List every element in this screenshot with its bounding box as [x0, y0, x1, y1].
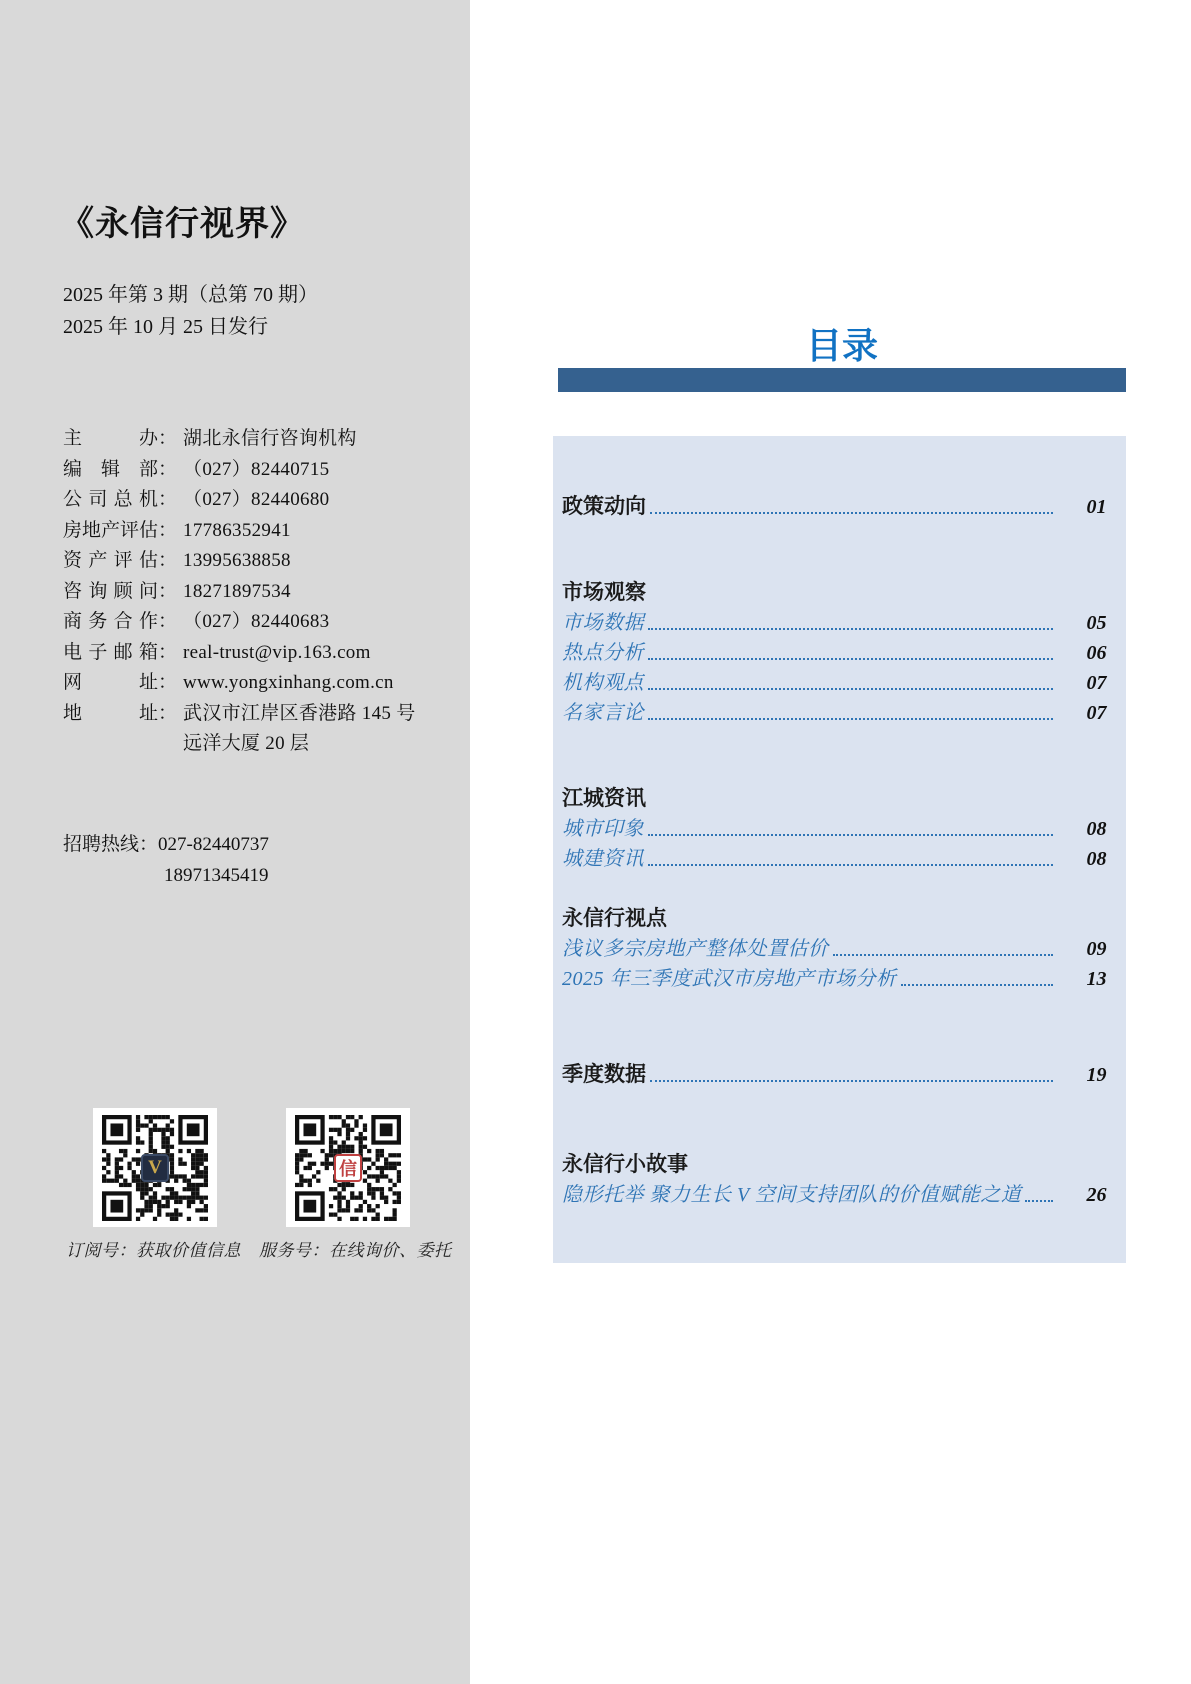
toc-entry-title: 机构观点 [562, 672, 644, 694]
contact-colon: ： [158, 702, 178, 724]
toc-section [553, 904, 1126, 994]
toc-entry [553, 608, 1126, 638]
toc-entry-title: 浅议多宗房地产整体处置估价 [562, 938, 829, 960]
toc-page-number: 08 [1086, 818, 1107, 840]
toc-dot-leader [1025, 1180, 1053, 1202]
toc-divider-bar [558, 368, 1126, 392]
contact-label: 编辑部 [63, 458, 158, 480]
contact-colon: ： [158, 550, 178, 571]
contact-label: 商务合作 [63, 611, 158, 632]
contact-row [63, 668, 453, 699]
contact-row [63, 729, 453, 760]
contact-row [63, 699, 453, 730]
contact-row [63, 424, 453, 455]
contact-value: www.yongxinhang.com.cn [183, 672, 394, 693]
toc-page-number: 06 [1086, 642, 1107, 664]
toc-entry [553, 934, 1126, 964]
toc-entry-title: 季度数据 [562, 1063, 646, 1086]
contact-colon: ： [158, 641, 178, 663]
toc-page-number: 08 [1086, 848, 1107, 870]
toc-entry [553, 492, 1126, 522]
contact-label: 电子邮箱 [63, 641, 158, 663]
toc-entry-title: 市场数据 [562, 612, 644, 634]
toc-section [553, 784, 1126, 874]
contact-row [63, 485, 453, 516]
toc-title: 目录 [805, 325, 878, 366]
toc-panel [553, 436, 1126, 1263]
recruit-label: 招聘热线： [63, 834, 159, 855]
contact-value: 17786352941 [183, 519, 291, 541]
toc-entry [553, 1060, 1126, 1090]
contact-value: 湖北永信行咨询机构 [183, 428, 357, 449]
contact-colon: ： [158, 458, 178, 480]
issue-number: 2025 年第 3 期（总第 70 期） [63, 284, 318, 306]
recruit-phone1: 027-82440737 [158, 834, 269, 855]
subscription-qr-code [93, 1108, 217, 1227]
toc-dot-leader [648, 844, 1053, 866]
toc-dot-leader [650, 492, 1053, 514]
contact-label: 地址 [63, 702, 158, 724]
toc-section-header: 永信行视点 [562, 907, 667, 930]
toc-entry [553, 844, 1126, 874]
contact-label: 房地产评估 [63, 519, 159, 541]
contact-info-list [63, 424, 453, 760]
contact-label: 资产评估 [63, 550, 158, 571]
contact-colon: ： [158, 519, 178, 541]
toc-dot-leader [901, 964, 1054, 986]
toc-page-number: 09 [1086, 938, 1107, 960]
contact-label: 咨询顾问 [63, 580, 158, 602]
service-qr-code [286, 1108, 410, 1227]
masthead-sidebar [0, 0, 470, 1684]
toc-page-number: 19 [1086, 1064, 1107, 1086]
toc-entry-title: 城市印象 [562, 818, 644, 840]
contact-value: （027）82440715 [183, 458, 330, 480]
contact-label: 网址 [63, 672, 158, 693]
toc-section-header: 江城资讯 [562, 787, 646, 810]
toc-page-number: 05 [1086, 612, 1107, 634]
toc-entry-title: 政策动向 [562, 495, 646, 518]
toc-page-number: 07 [1086, 702, 1107, 724]
toc-entry-title: 热点分析 [562, 642, 644, 664]
qr-captions [66, 1236, 466, 1261]
toc-dot-leader [833, 934, 1054, 956]
issue-date: 2025 年 10 月 25 日发行 [63, 316, 268, 338]
contact-value: real-trust@vip.163.com [183, 641, 371, 663]
toc-dot-leader [648, 698, 1053, 720]
toc-entry-title: 城建资讯 [562, 848, 644, 870]
toc-section-header: 永信行小故事 [562, 1153, 688, 1176]
toc-entry [553, 964, 1126, 994]
toc-entry [553, 814, 1126, 844]
contact-label: 公司总机 [63, 489, 158, 510]
toc-entry [553, 668, 1126, 698]
service-caption: 服务号：在线询价、委托 [259, 1241, 452, 1260]
contact-value: 远洋大厦 20 层 [183, 733, 310, 754]
contact-colon: ： [158, 489, 178, 510]
toc-section-header: 市场观察 [562, 581, 646, 604]
toc-entry-title: 2025 年三季度武汉市房地产市场分析 [562, 968, 897, 990]
toc-entry [553, 1180, 1126, 1210]
contact-row [63, 516, 453, 547]
toc-page-number: 01 [1086, 496, 1107, 518]
contact-colon: ： [158, 580, 178, 602]
toc-section [553, 1060, 1126, 1090]
contact-row [63, 607, 453, 638]
qr-logo-seal-icon: 信 [334, 1154, 362, 1182]
toc-dot-leader [648, 608, 1053, 630]
toc-section [553, 578, 1126, 728]
contact-colon: ： [158, 428, 178, 449]
contact-value: （027）82440683 [183, 611, 330, 632]
toc-page-number: 13 [1086, 968, 1107, 990]
contact-label: 主办 [63, 428, 158, 449]
recruit-hotline [63, 829, 269, 891]
toc-entry-title: 名家言论 [562, 702, 644, 724]
contact-colon: ： [158, 611, 178, 632]
toc-page-number: 26 [1086, 1184, 1107, 1206]
toc-dot-leader [648, 668, 1053, 690]
contact-row [63, 546, 453, 577]
qr-logo-v-icon: V [141, 1154, 169, 1182]
contact-value: （027）82440680 [183, 489, 330, 510]
toc-page-number: 07 [1086, 672, 1107, 694]
toc-section [553, 492, 1126, 522]
recruit-phone2: 18971345419 [164, 865, 269, 886]
toc-entry [553, 638, 1126, 668]
toc-entry-title: 隐形托举 聚力生长 V 空间支持团队的价值赋能之道 [562, 1184, 1022, 1206]
toc-dot-leader [650, 1060, 1053, 1082]
publication-title: 《永信行视界》 [60, 206, 305, 243]
toc-section [553, 1150, 1126, 1210]
contact-value: 武汉市江岸区香港路 145 号 [183, 702, 416, 724]
toc-dot-leader [648, 814, 1053, 836]
recruit-line1 [63, 829, 269, 860]
contact-row [63, 455, 453, 486]
contact-value: 13995638858 [183, 550, 291, 571]
contact-value: 18271897534 [183, 580, 291, 602]
contact-colon: ： [158, 672, 178, 693]
subscription-caption: 订阅号：获取价值信息 [66, 1241, 241, 1260]
toc-entry [553, 698, 1126, 728]
contact-row [63, 638, 453, 669]
contact-row [63, 577, 453, 608]
toc-dot-leader [648, 638, 1053, 660]
